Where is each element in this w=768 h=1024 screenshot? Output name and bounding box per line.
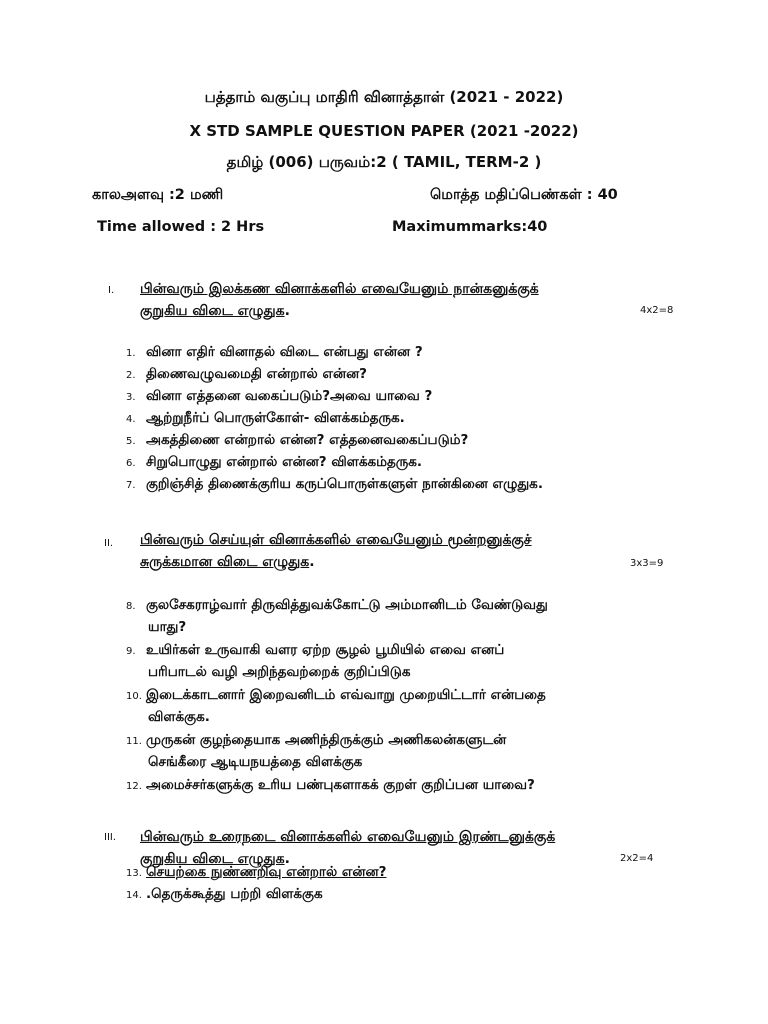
question-item [126, 595, 706, 638]
question-item [126, 408, 706, 430]
question-item [126, 884, 706, 906]
max-marks-tamil: மொத்த மதிப்பெண்கள் : 40 [430, 187, 618, 203]
question-item [126, 730, 706, 773]
question-text: அமைச்சர்களுக்கு உரிய பண்புகளாகக் குறள் குறிப்பன யாவை? [146, 777, 535, 793]
question-text: வினா எத்தனை வகைப்படும்?அவை யாவை ? [146, 388, 433, 404]
question-item [126, 386, 706, 408]
question-text: சிறுபொழுது என்றால் என்ன? விளக்கம்தருக. [146, 454, 423, 470]
section-3-marks: 2x2=4 [620, 853, 654, 864]
question-number: 8. [126, 601, 136, 612]
question-text: .தெருக்கூத்து பற்றி விளக்குக [146, 886, 323, 902]
question-text: இடைக்காடனார் இறைவனிடம் எவ்வாறு முறையிட்டார் என்பதை [146, 687, 546, 703]
question-number: 3. [126, 392, 136, 403]
question-text: குலசேகராழ்வார் திருவித்துவக்கோட்டு அம்மானிடம் வேண்டுவது [146, 597, 548, 613]
question-text-continued: பரிபாடல் வழி அறிந்தவற்றைக் குறிப்பிடுக [148, 664, 411, 680]
question-number: 14. [126, 890, 142, 901]
question-item [126, 364, 706, 386]
question-number: 10. [126, 691, 142, 702]
section-1-line-2: குறுகிய விடை எழுதுக [140, 303, 285, 319]
section-3-line-1: பின்வரும் உரைநடை வினாக்களில் எவையேனும் இரண்டனுக்குக் [140, 829, 556, 845]
question-number: 12. [126, 781, 142, 792]
question-text: குறிஞ்சித் திணைக்குரிய கருப்பொருள்களுள் நான்கினை எழுதுக. [146, 476, 543, 492]
section-2-number: II. [104, 538, 114, 549]
question-item [126, 640, 706, 683]
question-number: 13. [126, 868, 142, 879]
section-2-instruction: பின்வரும் செய்யுள் வினாக்களில் எவையேனும் மூன்றனுக்குச் சுருக்கமான விடை எழுதுக. [140, 532, 532, 570]
question-text: அகத்திணை என்றால் என்ன? எத்தனைவகைப்படும்? [146, 432, 469, 448]
question-item [126, 685, 706, 728]
question-item [126, 775, 706, 797]
section-2-line-2: சுருக்கமான விடை எழுதுக [140, 554, 310, 570]
question-number: 5. [126, 436, 136, 447]
question-item [126, 474, 706, 496]
question-text: வினா எதிர் வினாதல் விடை என்பது என்ன ? [146, 344, 423, 360]
question-item [126, 342, 706, 364]
question-number: 1. [126, 348, 136, 359]
header-line-3: தமிழ் (006) பருவம்:2 ( TAMIL, TERM-2 ) [226, 153, 542, 171]
question-text-continued: விளக்குக. [148, 709, 210, 725]
question-number: 4. [126, 414, 136, 425]
time-allowed-tamil: காலஅளவு :2 மணி [92, 187, 224, 203]
question-item [126, 430, 706, 452]
section-1-instruction: பின்வரும் இலக்கண வினாக்களில் எவையேனும் நான்கனுக்குக் குறுகிய விடை எழுதுக. [140, 281, 539, 319]
question-text: உயிர்கள் உருவாகி வளர ஏற்ற சூழல் பூமியில் எவை எனப் [146, 642, 505, 658]
question-item [126, 862, 706, 884]
section-3-line-2: குறுகிய விடை எழுதுக [140, 851, 285, 867]
question-number: 2. [126, 370, 136, 381]
question-text: செயற்கை நுண்ணறிவு என்றால் என்ன? [146, 864, 387, 880]
section-1-marks: 4x2=8 [640, 305, 674, 316]
question-number: 9. [126, 646, 136, 657]
question-item [126, 452, 706, 474]
header-line-2: X STD SAMPLE QUESTION PAPER (2021 -2022) [189, 122, 579, 140]
header-line-1: பத்தாம் வகுப்பு மாதிரி வினாத்தாள் (2021 - 2022) [204, 88, 564, 106]
section-1-line-1: பின்வரும் இலக்கண வினாக்களில் எவையேனும் நான்கனுக்குக் [140, 281, 539, 297]
question-number: 11. [126, 736, 142, 747]
section-2-line-1: பின்வரும் செய்யுள் வினாக்களில் எவையேனும் மூன்றனுக்குச் [140, 532, 532, 548]
section-3-instruction: பின்வரும் உரைநடை வினாக்களில் எவையேனும் இரண்டனுக்குக் குறுகிய விடை எழுதுக. [140, 829, 556, 867]
question-text-continued: யாது? [148, 619, 187, 635]
section-3-number: III. [104, 832, 117, 843]
question-text-continued: செங்கீரை ஆடியநயத்தை விளக்குக [148, 754, 363, 770]
max-marks-english: Maximummarks:40 [392, 219, 548, 235]
question-number: 7. [126, 480, 136, 491]
question-text: ஆற்றுநீர்ப் பொருள்கோள்- விளக்கம்தருக. [146, 410, 405, 426]
section-1-number: I. [108, 285, 115, 296]
question-number: 6. [126, 458, 136, 469]
section-2-marks: 3x3=9 [630, 558, 664, 569]
question-text: முருகன் குழந்தையாக அணிந்திருக்கும் அணிகலன்களுடன் [146, 732, 507, 748]
question-text: திணைவழுவமைதி என்றால் என்ன? [146, 366, 367, 382]
time-allowed-english: Time allowed : 2 Hrs [97, 219, 265, 235]
